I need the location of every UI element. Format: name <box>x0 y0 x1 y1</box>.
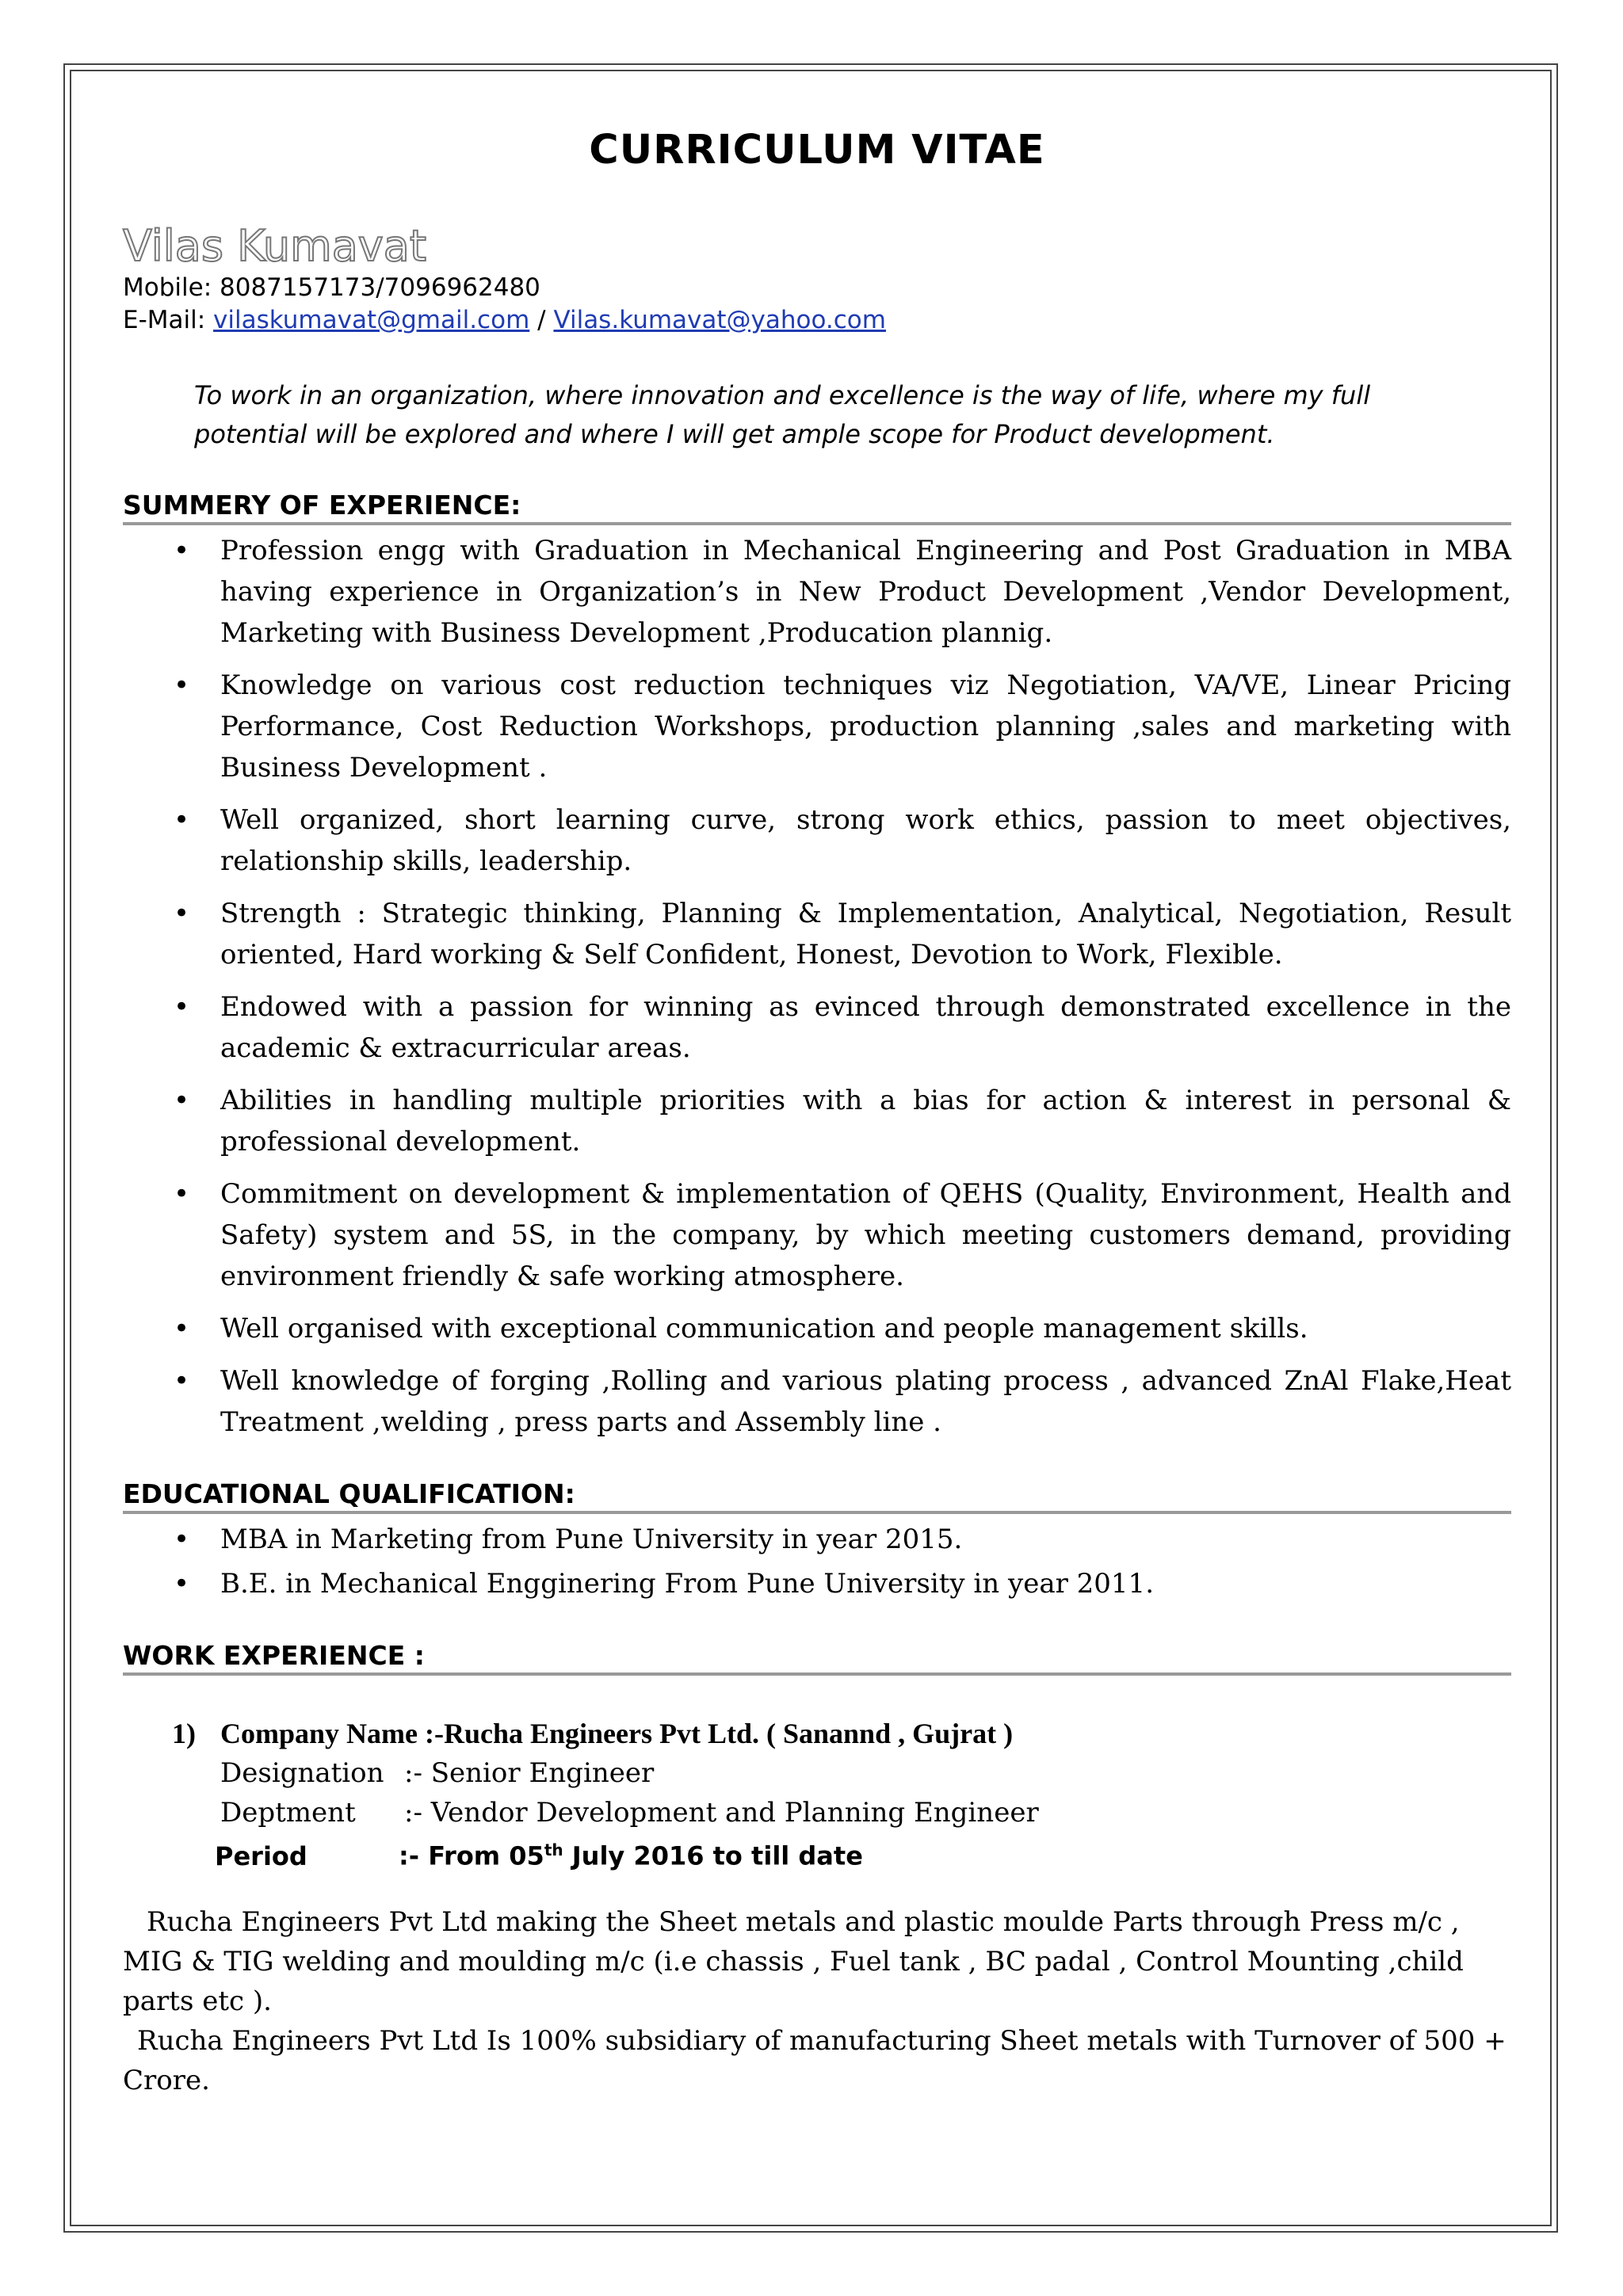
summary-item: • Commitment on development & implementation of QEHS (Quality, Environment, Health and Safety) system and 5S, in the company, by which meeting customers demand, providing environment friendly & safe working atmosphere. <box>123 1173 1511 1297</box>
mobile-line <box>123 272 1511 304</box>
department-label: Deptment <box>220 1797 356 1829</box>
bullet-icon: • <box>174 535 190 566</box>
education-item: • B.E. in Mechanical Engginering From Pune University in year 2011. <box>123 1563 1511 1604</box>
designation-line <box>123 1753 1511 1793</box>
designation-value: :- Senior Engineer <box>404 1757 655 1789</box>
summary-item: • Well organized, short learning curve, strong work ethics, passion to meet objectives, relationship skills, leadership. <box>123 799 1511 882</box>
mobile-label: Mobile: <box>123 273 212 302</box>
period-line <box>123 1833 1511 1874</box>
company-name: Company Name :-Rucha Engineers Pvt Ltd. ( Sanannd , Gujrat ) <box>220 1718 1014 1749</box>
education-heading: EDUCATIONAL QUALIFICATION: <box>123 1478 1511 1514</box>
bullet-icon: • <box>174 804 190 836</box>
company-description-para-2: Rucha Engineers Pvt Ltd Is 100% subsidiary of manufacturing Sheet metals with Turnover of 500 + Crore. <box>123 2024 1507 2096</box>
department-line <box>123 1793 1511 1833</box>
education-item: • MBA in Marketing from Pune University in year 2015. <box>123 1519 1511 1560</box>
email-link-gmail[interactable]: vilaskumavat@gmail.com <box>213 306 530 334</box>
email-link-yahoo[interactable]: Vilas.kumavat@yahoo.com <box>553 306 886 334</box>
summary-item: • Profession engg with Graduation in Mechanical Engineering and Post Graduation in MBA having experience in Organization’s in New Product Development ,Vendor Development, Marketing with Business Development ,Producation plannig. <box>123 530 1511 654</box>
email-label: E-Mail: <box>123 306 206 334</box>
company-description <box>123 1902 1511 2100</box>
bullet-icon: • <box>174 1524 190 1555</box>
summary-item: • Endowed with a passion for winning as evinced through demonstrated excellence in the academic & extracurricular areas. <box>123 986 1511 1069</box>
education-list <box>123 1519 1511 1604</box>
bullet-icon: • <box>174 1568 190 1600</box>
email-separator: / <box>537 306 546 334</box>
document-title: CURRICULUM VITAE <box>589 127 1045 174</box>
company-number: 1) <box>172 1718 196 1749</box>
bullet-icon: • <box>174 1365 190 1397</box>
bullet-icon: • <box>174 898 190 929</box>
period-label: Period <box>215 1840 307 1871</box>
summary-item: • Abilities in handling multiple priorities with a bias for action & interest in personal & professional development. <box>123 1080 1511 1162</box>
email-line <box>123 304 1511 337</box>
bullet-icon: • <box>174 669 190 701</box>
work-heading: WORK EXPERIENCE : <box>123 1639 1511 1676</box>
summary-item: • Well organised with exceptional communication and people management skills. <box>123 1308 1511 1349</box>
resume-content <box>123 119 1511 2100</box>
summary-item: • Strength : Strategic thinking, Planning & Implementation, Analytical, Negotiation, Result oriented, Hard working & Self Confident, Honest, Devotion to Work, Flexible. <box>123 893 1511 975</box>
summary-item: • Well knowledge of forging ,Rolling and various plating process , advanced ZnAl Flake,Heat Treatment ,welding , press parts and Assembly line . <box>123 1360 1511 1443</box>
company-description-para-1: Rucha Engineers Pvt Ltd making the Sheet metals and plastic moulde Parts through Press m/c , MIG & TIG welding and moulding m/c (i.e chassis , Fuel tank , BC padal , Control Mounting ,child parts etc ). <box>123 1905 1464 2017</box>
period-suffix: July 2016 to till date <box>563 1840 863 1871</box>
company-line <box>123 1714 1511 1753</box>
career-objective: To work in an organization, where innovation and excellence is the way of life, where my full potential will be explored and where I will get ample scope for Product development. <box>194 380 1371 449</box>
bullet-icon: • <box>174 1085 190 1116</box>
summary-heading: SUMMERY OF EXPERIENCE: <box>123 489 1511 525</box>
summary-item: • Knowledge on various cost reduction techniques viz Negotiation, VA/VE, Linear Pricing Performance, Cost Reduction Workshops, production planning ,sales and marketing with Business Development . <box>123 665 1511 788</box>
bullet-icon: • <box>174 991 190 1023</box>
department-value: :- Vendor Development and Planning Engineer <box>404 1797 1039 1829</box>
mobile-number: 8087157173/7096962480 <box>220 273 540 302</box>
candidate-name: Vilas Kumavat <box>123 221 427 271</box>
designation-label: Designation <box>220 1757 384 1789</box>
summary-list <box>123 530 1511 1443</box>
bullet-icon: • <box>174 1178 190 1210</box>
bullet-icon: • <box>174 1313 190 1344</box>
period-sup: th <box>544 1840 563 1859</box>
period-prefix: :- From 05 <box>399 1840 544 1871</box>
